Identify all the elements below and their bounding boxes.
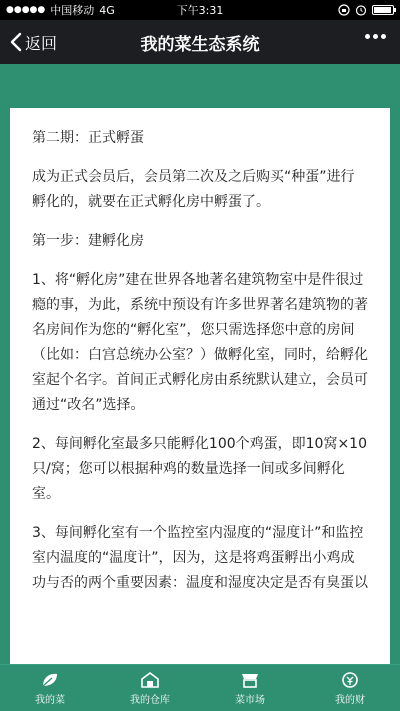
tab-my-warehouse[interactable] xyxy=(100,665,200,711)
tab-my-wealth[interactable] xyxy=(300,665,400,711)
battery-fill xyxy=(374,7,391,13)
more-dot-icon xyxy=(365,34,370,39)
status-time: 下午3:31 xyxy=(176,4,224,17)
warehouse-icon xyxy=(140,671,160,689)
back-button[interactable] xyxy=(0,31,57,54)
chevron-left-icon xyxy=(10,32,22,52)
wallet-icon xyxy=(340,671,360,689)
network-label: 4G xyxy=(99,3,115,17)
signal-strength-icon: ●●●●● xyxy=(6,5,46,15)
tab-my-vegetables[interactable] xyxy=(0,665,100,711)
more-dot-icon xyxy=(373,34,378,39)
tab-label: 我的仓库 xyxy=(130,694,170,706)
market-icon xyxy=(240,671,260,689)
tab-label: 我的菜 xyxy=(35,694,65,706)
more-menu-button[interactable] xyxy=(365,34,386,39)
article-card xyxy=(10,108,390,664)
more-dot-icon xyxy=(381,34,386,39)
carrier-label: 中国移动 xyxy=(50,4,95,17)
article-subheading: 第一步：建孵化房 xyxy=(32,233,144,249)
article-paragraph: 3、每间孵化室有一个监控室内湿度的“湿度计”和监控室内温度的“温度计”，因为，这是将鸡蛋孵出小鸡成功与否的两个重要因素：温度和湿度决定是否有臭蛋以 xyxy=(32,525,368,591)
battery-icon xyxy=(372,5,394,15)
tab-label: 我的财 xyxy=(335,694,365,706)
status-bar xyxy=(0,0,400,20)
article-paragraph: 1、将“孵化房”建在世界各地著名建筑物室中是件很过瘾的事，为此，系统中预设有许多世界著名建筑物的著名房间作为您的“孵化室”，您只需选择您中意的房间（比如：白宫总统办公室？）做孵化室，同时，给孵化室起个名字。首间正式孵化房由系统默认建立，会员可通过“改名”选择。 xyxy=(32,272,368,413)
alarm-icon xyxy=(355,4,367,16)
tab-label: 菜市场 xyxy=(235,694,265,706)
article-heading: 第二期：正式孵蛋 xyxy=(32,130,144,146)
status-right xyxy=(338,4,394,16)
tab-market[interactable] xyxy=(200,665,300,711)
page-title: 我的菜生态系统 xyxy=(140,34,260,55)
back-label: 返回 xyxy=(25,33,58,53)
lock-rotation-icon xyxy=(338,4,350,16)
status-left xyxy=(6,2,338,18)
leaf-icon xyxy=(40,671,60,689)
content-area xyxy=(0,64,400,664)
article-paragraph: 成为正式会员后，会员第二次及之后购买“种蛋”进行孵化的，就要在正式孵化房中孵蛋了。 xyxy=(32,169,355,210)
bottom-tab-bar xyxy=(0,664,400,711)
article-paragraph: 2、每间孵化室最多只能孵化100个鸡蛋，即10窝×10只/窝；您可以根据种鸡的数量选择一间或多间孵化室。 xyxy=(32,436,367,502)
nav-bar xyxy=(0,20,400,64)
